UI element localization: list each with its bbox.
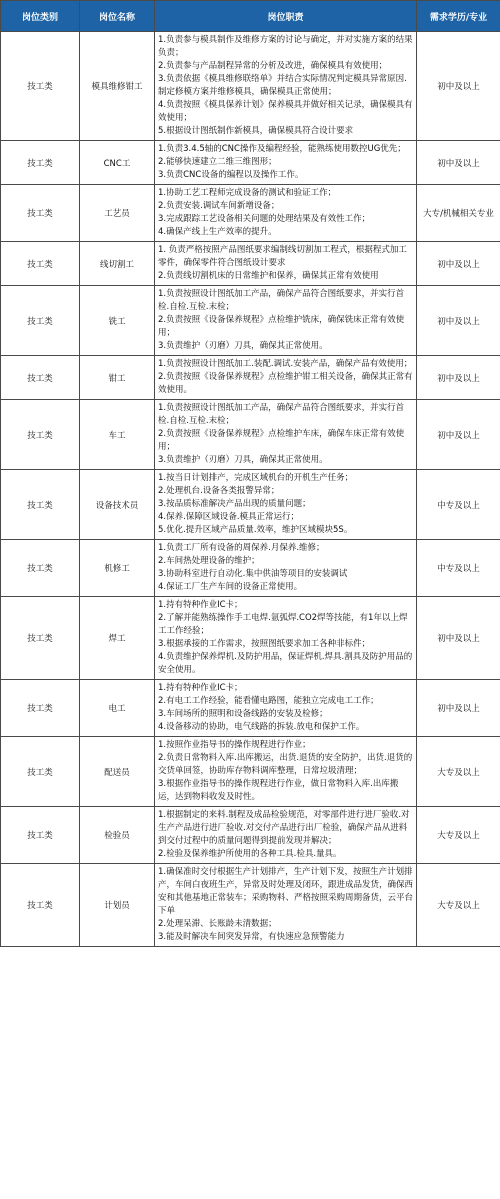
- category-cell: 技工类: [1, 807, 80, 864]
- duties-cell: [155, 470, 417, 540]
- duty-line: 1.负责参与模具制作及维修方案的讨论与确定，并对实施方案的结果负责；: [158, 35, 413, 58]
- name-cell: 车工: [80, 400, 155, 470]
- duty-line: 4.负责维护保养焊机.及防护用品，保证焊机.焊具.割具及防护用品的安全使用。: [158, 652, 413, 675]
- duties-cell: [155, 864, 417, 947]
- header-name: 岗位名称: [80, 1, 155, 32]
- category-cell: 技工类: [1, 737, 80, 807]
- duty-line: 2.负责按照《设备保养规程》点检维护车床，确保车床正常有效使用；: [158, 429, 405, 452]
- education-cell: 初中及以上: [417, 597, 500, 680]
- duty-line: 1. 负责严格按照产品图纸要求编制线切割加工程式，根据程式加工零件，确保零件符合图纸设计要求: [158, 245, 407, 268]
- duty-line: 4.保养.保障区域设备.模具正常运行；: [158, 512, 300, 522]
- duties-cell: [155, 242, 417, 286]
- duties-cell: [155, 32, 417, 141]
- category-cell: 技工类: [1, 597, 80, 680]
- name-cell: 电工: [80, 680, 155, 737]
- duty-line: 4.保证工厂生产车间的设备正常使用。: [158, 582, 303, 592]
- category-cell: 技工类: [1, 356, 80, 400]
- duty-line: 4.负责按照《模具保养计划》保养模具并做好相关记录，确保模具有效使用；: [158, 100, 413, 123]
- name-cell: 铣工: [80, 286, 155, 356]
- education-cell: 初中及以上: [417, 286, 500, 356]
- education-cell: 大专及以上: [417, 737, 500, 807]
- table-row: [1, 680, 500, 737]
- name-cell: 机修工: [80, 540, 155, 597]
- education-cell: 初中及以上: [417, 141, 500, 185]
- duty-line: 3.按品质标准解决产品出现的质量问题；: [158, 499, 311, 509]
- duty-line: 2.车间热处理设备的维护；: [158, 556, 260, 566]
- duty-line: 3.能及时解决车间突发异常，有快速应急预警能力: [158, 932, 345, 942]
- duty-line: 3.负责依据《模具维修联络单》并结合实际情况判定模具异常原因.制定修模方案并维修模具，确保模具正常使用；: [158, 74, 407, 97]
- duty-line: 1.负责3.4.5轴的CNC操作及编程经验，能熟练使用数控UG优先；: [158, 144, 406, 154]
- duty-line: 3.车间场所的照明和设备线路的安装及检修；: [158, 709, 328, 719]
- duties-cell: [155, 141, 417, 185]
- table-row: [1, 470, 500, 540]
- table-row: [1, 141, 500, 185]
- duty-line: 1.负责工厂所有设备的周保养.月保养.维修；: [158, 543, 325, 553]
- duties-cell: [155, 737, 417, 807]
- category-cell: 技工类: [1, 185, 80, 242]
- duty-line: 5.优化.提升区域产品质量.效率，维护区域模块5S。: [158, 525, 353, 535]
- category-cell: 技工类: [1, 32, 80, 141]
- name-cell: 钳工: [80, 356, 155, 400]
- duty-line: 2.负责安装.调试车间新增设备；: [158, 201, 280, 211]
- header-row: [1, 1, 500, 32]
- header-duties: 岗位职责: [155, 1, 417, 32]
- table-row: [1, 737, 500, 807]
- table-row: [1, 286, 500, 356]
- name-cell: 线切割工: [80, 242, 155, 286]
- category-cell: 技工类: [1, 286, 80, 356]
- category-cell: 技工类: [1, 864, 80, 947]
- name-cell: 计划员: [80, 864, 155, 947]
- table-row: [1, 242, 500, 286]
- education-cell: 中专及以上: [417, 470, 500, 540]
- duty-line: 1.确保准时交付根据生产计划排产，生产计划下发，按照生产计划排产，车间白夜班生产，异常及时处理及闭环，跟进成品发货，确保西安和其他基地正常装车；采购物料、严格按照采购周期备货，云平台下单: [158, 867, 414, 916]
- duty-line: 1.协助工艺工程师完成设备的测试和验证工作；: [158, 188, 337, 198]
- duty-line: 3.负责CNC设备的编程以及操作工作。: [158, 170, 304, 180]
- duty-line: 2.负责线切割机床的日常维护和保养，确保其正常有效使用: [158, 271, 379, 281]
- name-cell: 焊工: [80, 597, 155, 680]
- category-cell: 技工类: [1, 400, 80, 470]
- table-row: [1, 807, 500, 864]
- duty-line: 4.确保产线上生产效率的提升。: [158, 227, 277, 237]
- duty-line: 2.负责参与产品制程异常的分析及改进，确保模具有效使用；: [158, 61, 388, 71]
- name-cell: 检验员: [80, 807, 155, 864]
- name-cell: 工艺员: [80, 185, 155, 242]
- duty-line: 1.持有特种作业IC卡；: [158, 600, 243, 610]
- table-row: [1, 540, 500, 597]
- duty-line: 1.按当日计划排产，完成区域机台的开机生产任务；: [158, 473, 354, 483]
- duties-cell: [155, 807, 417, 864]
- education-cell: 大专/机械相关专业: [417, 185, 500, 242]
- category-cell: 技工类: [1, 540, 80, 597]
- duty-line: 2.能够快速建立二维三维图形；: [158, 157, 277, 167]
- header-education: 需求学历/专业: [417, 1, 500, 32]
- duty-line: 5.根据设计图纸制作新模具，确保模具符合设计要求: [158, 126, 354, 136]
- duty-line: 2.了解并能熟练操作手工电焊.氩弧焊.CO2焊等技能，有1年以上焊工工作经验；: [158, 613, 408, 636]
- category-cell: 技工类: [1, 141, 80, 185]
- education-cell: 中专及以上: [417, 540, 500, 597]
- duty-line: 2.处理呆滞、长账龄未清数据；: [158, 919, 277, 929]
- duty-line: 2.处理机台.设备各类报警异常；: [158, 486, 280, 496]
- duties-cell: [155, 286, 417, 356]
- table-row: [1, 597, 500, 680]
- duties-cell: [155, 185, 417, 242]
- duty-line: 2.负责按照《设备保养规程》点检维护钳工相关设备，确保其正常有效使用。: [158, 372, 413, 395]
- duties-cell: [155, 597, 417, 680]
- duty-line: 1.负责按照设计图纸加工产品，确保产品符合图纸要求，并实行首检.自检.互检.末检；: [158, 289, 405, 312]
- duty-line: 2.负责日常物料入库.出库搬运，出货.退货的安全防护，出货.退货的交货单回签，协助库存物料调库整理，日常垃圾清理；: [158, 753, 413, 776]
- education-cell: 初中及以上: [417, 400, 500, 470]
- table-row: [1, 864, 500, 947]
- header-category: 岗位类别: [1, 1, 80, 32]
- duty-line: 3.完成跟踪工艺设备相关问题的处理结果及有效性工作；: [158, 214, 371, 224]
- duty-line: 2.检验及保养维护所使用的各种工具.检具.量具。: [158, 849, 342, 859]
- name-cell: 设备技术员: [80, 470, 155, 540]
- education-cell: 大专及以上: [417, 864, 500, 947]
- duty-line: 3.负责维护（刃磨）刀具，确保其正常使用。: [158, 455, 328, 465]
- duty-line: 1.负责按照设计图纸加工.装配.调试.安装产品，确保产品有效使用；: [158, 359, 413, 369]
- category-cell: 技工类: [1, 470, 80, 540]
- table-row: [1, 32, 500, 141]
- table-row: [1, 400, 500, 470]
- duty-line: 1.按照作业指导书的操作规程进行作业；: [158, 740, 311, 750]
- duty-line: 3.协助科室进行自动化.集中供油等项目的安装调试: [158, 569, 348, 579]
- education-cell: 初中及以上: [417, 680, 500, 737]
- duty-line: 3.根据作业指导书的操作规程进行作业，做日常物料入库.出库搬运，达到物料收发及时性。: [158, 779, 399, 802]
- name-cell: 模具维修钳工: [80, 32, 155, 141]
- table-body: [1, 32, 500, 947]
- education-cell: 初中及以上: [417, 32, 500, 141]
- duty-line: 3.负责维护（刃磨）刀具，确保其正常使用。: [158, 341, 328, 351]
- duty-line: 1.负责按照设计图纸加工产品，确保产品符合图纸要求，并实行首检.自检.互检.末检；: [158, 403, 405, 426]
- category-cell: 技工类: [1, 242, 80, 286]
- name-cell: 配送员: [80, 737, 155, 807]
- duties-cell: [155, 356, 417, 400]
- duty-line: 1.持有特种作业IC卡；: [158, 683, 243, 693]
- duty-line: 2.负责按照《设备保养规程》点检维护铣床，确保铣床正常有效使用；: [158, 315, 405, 338]
- duties-cell: [155, 680, 417, 737]
- duties-cell: [155, 400, 417, 470]
- table-row: [1, 356, 500, 400]
- education-cell: 初中及以上: [417, 242, 500, 286]
- category-cell: 技工类: [1, 680, 80, 737]
- education-cell: 大专及以上: [417, 807, 500, 864]
- duty-line: 4.设备移动的协助，电气线路的拆装.放电和保护工作。: [158, 722, 365, 732]
- duties-cell: [155, 540, 417, 597]
- table-row: [1, 185, 500, 242]
- education-cell: 初中及以上: [417, 356, 500, 400]
- duty-line: 3.根据承接的工作需求，按照图纸要求加工各种非标件；: [158, 639, 371, 649]
- duty-line: 1.根据制定的来料.制程及成品检验规范，对零部件进行进厂验收.对生产产品进行进厂验收.对交付产品进行出厂检验，确保产品从进料到交付过程中的质量问题得到提前发现并解决；: [158, 810, 410, 846]
- duty-line: 2.有电工工作经验，能看懂电路图，能独立完成电工工作；: [158, 696, 379, 706]
- name-cell: CNC工: [80, 141, 155, 185]
